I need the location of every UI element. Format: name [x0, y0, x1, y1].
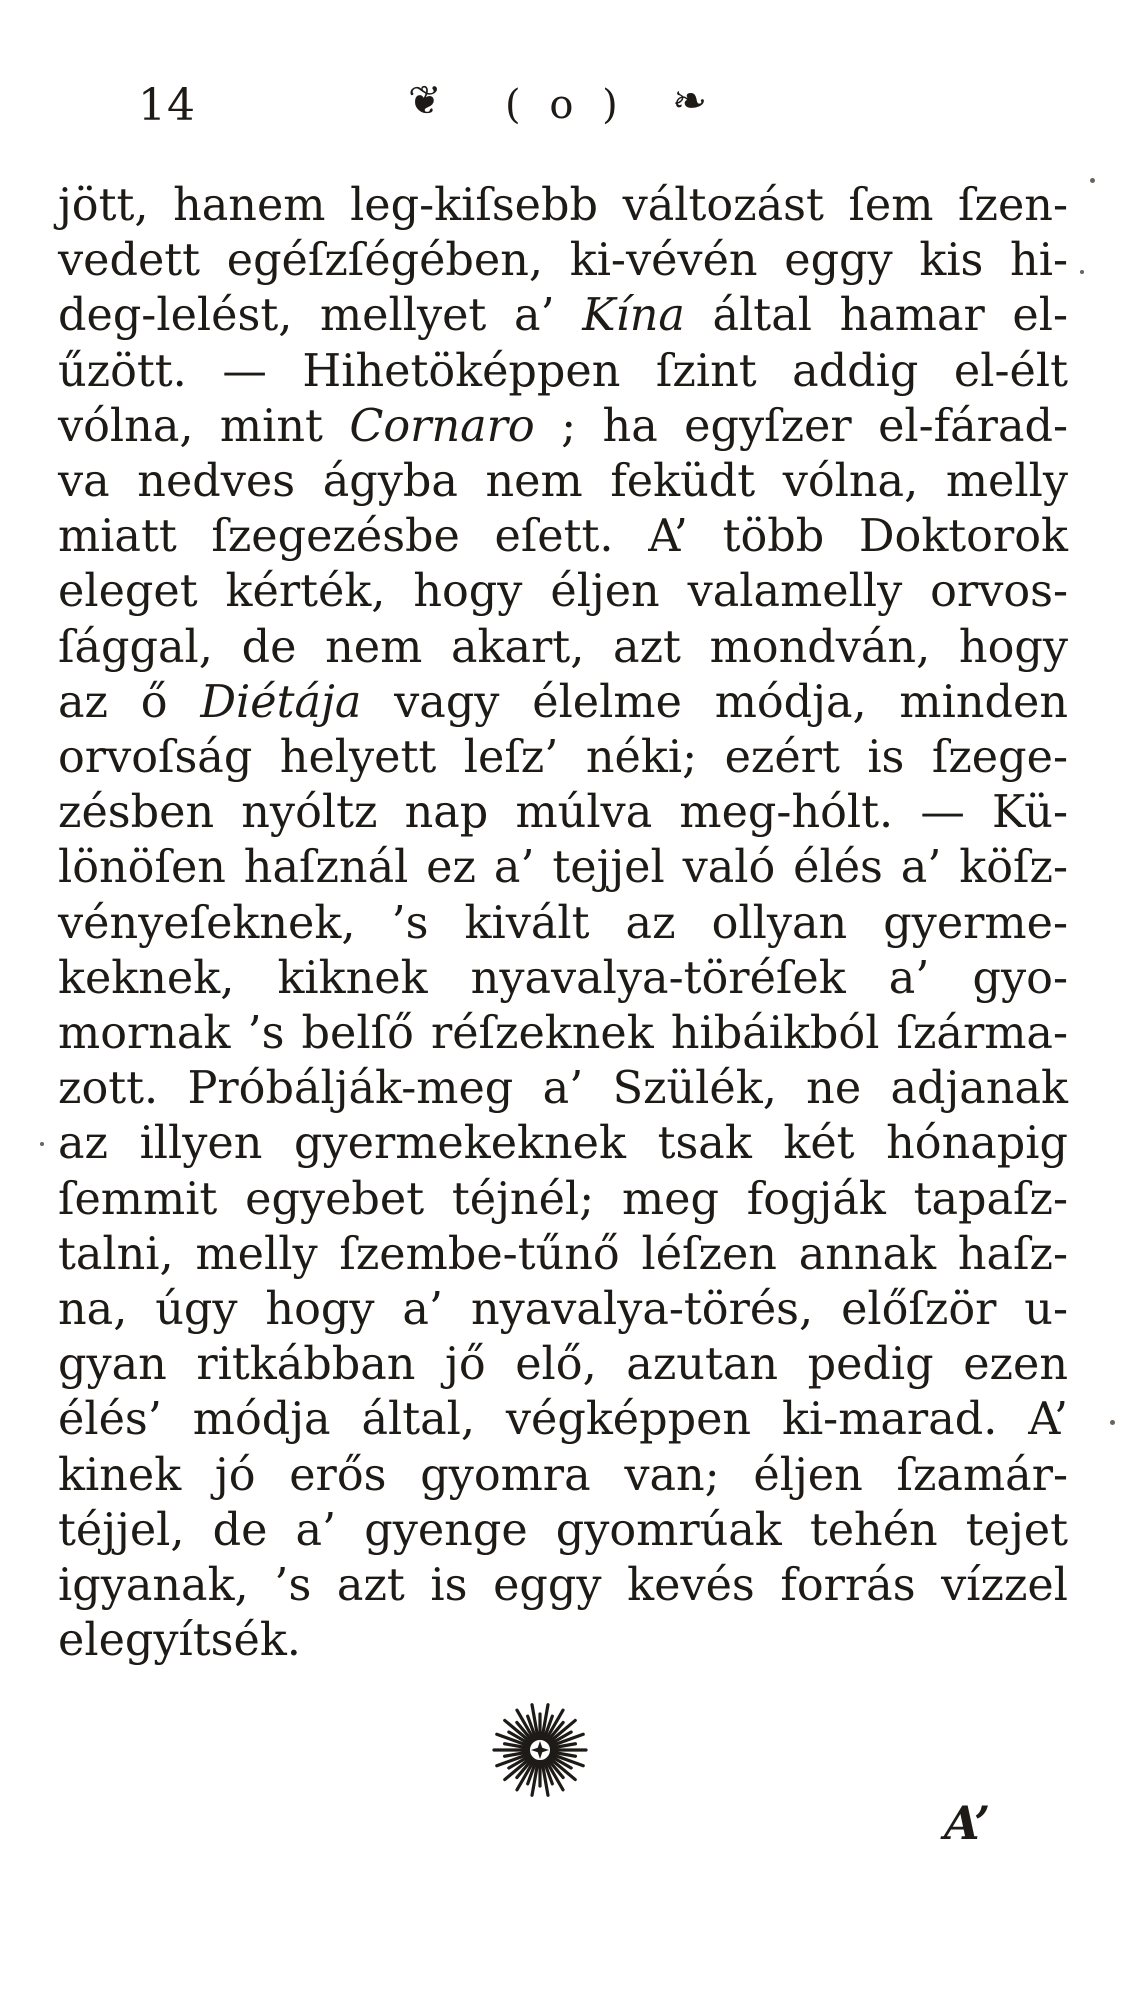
text-line: űzött. — Hihetöképpen ſzint addig el-élt — [58, 345, 1068, 397]
text-line: mornak ’s belſő réſzeknek hibáikból ſzárma- — [58, 1008, 1068, 1060]
italic-name: Diétája — [200, 676, 362, 728]
sunburst-ornament-icon — [490, 1700, 590, 1800]
text-line: elegyítsék. — [58, 1615, 301, 1667]
text-line: deg-lelést, mellyet a’ Kína által hamar el- — [58, 290, 1068, 342]
page-number: 14 — [138, 80, 196, 131]
text-line: téjjel, de a’ gyenge gyomrúak tehén tejet — [58, 1504, 1068, 1556]
text-line: ſággal, de nem akart, azt mondván, hogy — [58, 621, 1068, 673]
text-line: keknek, kiknek nyavalya-töréſek a’ gyo- — [58, 952, 1068, 1004]
text-line: orvoſság helyett leſz’ néki; ezért is ſzege- — [58, 732, 1068, 784]
flourish-ornament-icon: ❧ — [672, 76, 708, 125]
text-line: élés’ módja által, végképpen ki-marad. A’ — [58, 1394, 1068, 1446]
text-line: gyan ritkábban jő elő, azutan pedig ezen — [58, 1339, 1068, 1391]
text-line: jött, hanem leg-kiſsebb változást ſem ſzen- — [58, 180, 1068, 231]
text-line: az illyen gyermekeknek tsak két hónapig — [58, 1118, 1068, 1170]
body-text — [58, 178, 1068, 1668]
text-line: igyanak, ’s azt is eggy kevés forrás vízzel — [58, 1560, 1068, 1612]
text-line: talni, melly ſzembe-tűnő léſzen annak haſz- — [58, 1228, 1068, 1280]
text-line: vényeſeknek, ’s kivált az ollyan gyerme- — [58, 897, 1068, 949]
text-line: zott. Próbálják-meg a’ Szülék, ne adjanak — [58, 1063, 1068, 1115]
paper-speck — [1080, 270, 1084, 274]
italic-name: Kína — [582, 290, 685, 342]
text-line: va nedves ágyba nem feküdt vólna, melly — [58, 456, 1068, 508]
paper-speck — [1110, 1420, 1115, 1425]
paper-speck — [1090, 178, 1095, 183]
paper-speck — [40, 1142, 44, 1146]
text-line: miatt ſzegezésbe eſett. A’ több Doktorok — [58, 511, 1068, 563]
text-line: vedett egéſzſégében, ki-vévén eggy kis hi- — [58, 235, 1068, 287]
text-line: az ő Diétája vagy élelme módja, minden — [58, 676, 1069, 728]
flourish-ornament-icon: ❦ — [408, 78, 442, 124]
page-header — [0, 72, 1144, 142]
text-line: ſemmit egyebet téjnél; meg fogják tapaſz- — [58, 1173, 1068, 1225]
text-line: lönöſen haſznál ez a’ tejjel való élés a’ köſz- — [58, 842, 1068, 894]
text-line: kinek jó erős gyomra van; éljen ſzamár- — [58, 1449, 1068, 1501]
header-center-mark: ( o ) — [505, 82, 626, 128]
text-line: na, úgy hogy a’ nyavalya-törés, előſzör u- — [58, 1284, 1068, 1336]
italic-name: Cornaro — [349, 400, 535, 452]
text-line: vólna, mint Cornaro ; ha egyſzer el-fárad- — [58, 400, 1068, 452]
text-line: eleget kérték, hogy éljen valamelly orvos- — [58, 566, 1068, 618]
catchword: A’ — [944, 1796, 991, 1850]
text-line: zésben nyóltz nap múlva meg-hólt. — Kü- — [58, 787, 1068, 839]
